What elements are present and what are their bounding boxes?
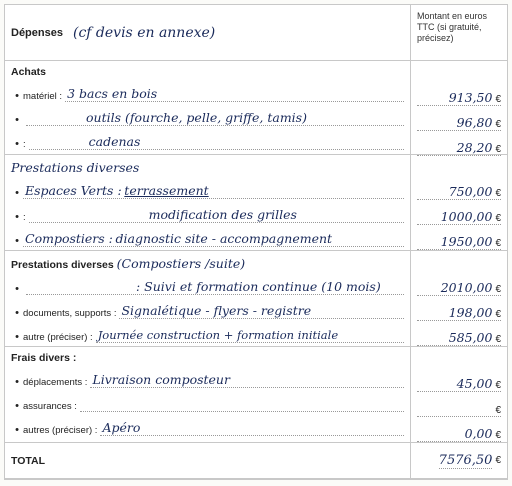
- amounts-frais-divers: [411, 347, 507, 443]
- bullet-icon: •: [15, 235, 19, 247]
- bullet-icon: •: [15, 424, 19, 436]
- line-item: [11, 223, 404, 247]
- handwritten-entry: terrassement: [124, 183, 209, 198]
- amount-value: 45,00: [456, 376, 493, 391]
- euro-sign: €: [495, 455, 501, 466]
- line-prefix: déplacements :: [23, 377, 88, 388]
- line-item: [11, 295, 404, 319]
- line-prefix: :: [23, 139, 26, 150]
- line-prefix: autre (préciser) :: [23, 332, 93, 343]
- amounts-achats: [411, 61, 507, 155]
- amount-field[interactable]: [417, 106, 501, 131]
- handwritten-entry: Apéro: [102, 420, 141, 435]
- line-entry-field[interactable]: [29, 207, 404, 223]
- amount-value: 1950,00: [440, 234, 493, 249]
- line-entry-field[interactable]: [119, 303, 404, 319]
- line-entry-field[interactable]: [29, 134, 404, 150]
- euro-sign: €: [495, 380, 501, 391]
- bullet-icon: •: [15, 331, 19, 343]
- total-amount-cell[interactable]: [411, 443, 507, 479]
- amount-field[interactable]: [417, 81, 501, 106]
- amount-field[interactable]: [417, 225, 501, 250]
- amount-field[interactable]: [417, 417, 501, 442]
- amount-header-line: précisez): [417, 33, 454, 43]
- euro-sign: €: [495, 144, 501, 155]
- line-prefix: autres (préciser) :: [23, 425, 98, 436]
- bullet-icon: •: [15, 90, 19, 102]
- amount-field[interactable]: [417, 296, 501, 321]
- line-item: [11, 388, 404, 412]
- line-entry-field[interactable]: [65, 86, 404, 102]
- amounts-prestations-2: [411, 251, 507, 347]
- amount-field[interactable]: [417, 271, 501, 296]
- bullet-icon: •: [15, 307, 19, 319]
- euro-sign: €: [495, 119, 501, 130]
- line-item: [11, 364, 404, 388]
- line-entry-field[interactable]: [23, 231, 404, 247]
- section-prestations-2: [5, 251, 411, 347]
- euro-sign: €: [495, 405, 501, 416]
- section-title-prestations-2: Prestations diverses (Compostiers /suite): [11, 256, 246, 271]
- line-entry-field[interactable]: [26, 110, 404, 126]
- line-prefix: :: [23, 212, 26, 223]
- bullet-icon: •: [15, 376, 19, 388]
- amount-field[interactable]: [417, 367, 501, 392]
- total-label: TOTAL: [11, 454, 46, 467]
- amount-value: 750,00: [448, 184, 493, 199]
- handwritten-entry: 3 bacs en bois: [67, 86, 158, 101]
- bullet-icon: •: [15, 400, 19, 412]
- amount-value: 96,80: [456, 115, 493, 130]
- handwritten-entry: cadenas: [88, 134, 141, 149]
- euro-sign: €: [495, 94, 501, 105]
- line-entry-field[interactable]: [23, 183, 404, 199]
- handwritten-entry: : Suivi et formation continue (10 mois): [136, 279, 381, 294]
- handwritten-entry: Signalétique - flyers - registre: [121, 303, 312, 318]
- line-entry-field[interactable]: [100, 420, 404, 436]
- line-prefix: documents, supports :: [23, 308, 117, 319]
- line-item: [11, 271, 404, 295]
- amount-field[interactable]: [417, 200, 501, 225]
- line-entry-field[interactable]: [96, 328, 404, 343]
- amount-value: 1000,00: [440, 209, 493, 224]
- amount-value: 913,50: [448, 90, 493, 105]
- line-item: [11, 175, 404, 199]
- header-handwritten-note: (cf devis en annexe): [72, 24, 216, 41]
- line-item: [11, 199, 404, 223]
- line-entry-field[interactable]: [90, 372, 404, 388]
- amount-field[interactable]: [417, 392, 501, 417]
- line-item: [11, 319, 404, 343]
- amount-value: 0,00: [464, 426, 493, 441]
- bullet-icon: •: [15, 211, 19, 223]
- handwritten-prefix: Espaces Verts :: [25, 183, 122, 198]
- amount-value: 585,00: [448, 330, 493, 345]
- amount-value: 198,00: [448, 305, 493, 320]
- section-frais-divers: [5, 347, 411, 443]
- total-amount: 7576,50: [438, 452, 493, 468]
- bullet-icon: •: [15, 187, 19, 199]
- line-item: [11, 102, 404, 126]
- handwritten-prefix: Compostiers :: [25, 231, 113, 246]
- euro-sign: €: [495, 334, 501, 345]
- budget-form: [4, 4, 508, 480]
- handwritten-entry: outils (fourche, pelle, griffe, tamis): [86, 110, 307, 125]
- section-prestations-1: [5, 155, 411, 251]
- section-title-achats: Achats: [11, 66, 47, 78]
- euro-sign: €: [495, 238, 501, 249]
- section-title-frais: Frais divers :: [11, 352, 77, 364]
- amount-header-line: TTC (si gratuité,: [417, 22, 482, 32]
- euro-sign: €: [495, 284, 501, 295]
- section-achats: [5, 61, 411, 155]
- amount-header-line: Montant en euros: [417, 11, 488, 21]
- amount-value: 2010,00: [440, 280, 493, 295]
- bullet-icon: •: [15, 114, 19, 126]
- amounts-prestations-1: [411, 155, 507, 251]
- euro-sign: €: [495, 430, 501, 441]
- handwritten-entry: diagnostic site - accompagnement: [115, 231, 333, 246]
- euro-sign: €: [495, 188, 501, 199]
- line-prefix: assurances :: [23, 401, 77, 412]
- amount-column-header: [411, 5, 507, 61]
- amount-value: 28,20: [456, 140, 493, 155]
- line-entry-field[interactable]: [26, 279, 404, 295]
- euro-sign: €: [495, 309, 501, 320]
- handwritten-entry: Journée construction + formation initiale: [97, 328, 339, 342]
- euro-sign: €: [495, 213, 501, 224]
- section-title-prestations-1: Prestations diverses: [11, 160, 140, 175]
- amount-field[interactable]: [417, 321, 501, 346]
- amount-field[interactable]: [417, 131, 501, 156]
- line-item: [11, 78, 404, 102]
- budget-table: [5, 5, 507, 479]
- bullet-icon: •: [15, 283, 19, 295]
- line-item: [11, 126, 404, 150]
- header-label-cell: [5, 5, 411, 61]
- handwritten-entry: modification des grilles: [148, 207, 297, 222]
- line-item: [11, 412, 404, 436]
- amount-field[interactable]: [417, 175, 501, 200]
- handwritten-entry: Livraison composteur: [92, 372, 230, 387]
- total-label-cell: [5, 443, 411, 479]
- bullet-icon: •: [15, 138, 19, 150]
- header-title: Dépenses: [11, 26, 63, 39]
- line-prefix: matériel :: [23, 91, 63, 102]
- section-title-note: (Compostiers /suite): [116, 256, 246, 271]
